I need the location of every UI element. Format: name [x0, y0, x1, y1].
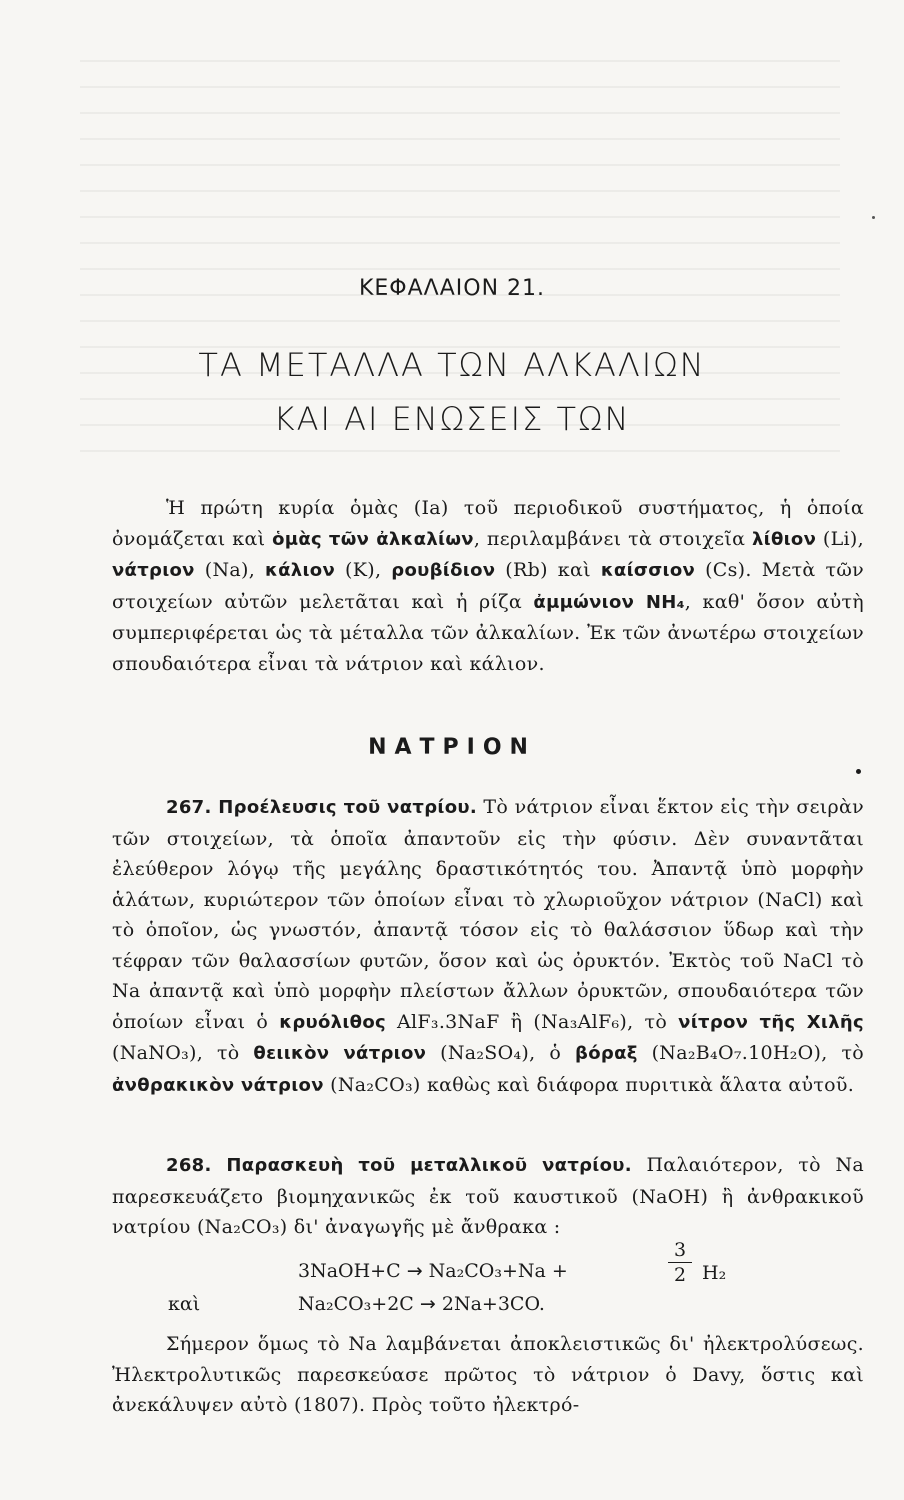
speck: [856, 769, 861, 774]
section-267-heading: 267. Προέλευσις τοῦ νατρίου.: [166, 797, 477, 818]
equation-1: 3NaOH+C → Na₂CO₃+Na +: [298, 1260, 568, 1282]
speck: [872, 216, 875, 219]
section-title: ΝΑΤΡΙΟΝ: [368, 735, 536, 760]
chapter-title-line1: ΤΑ ΜΕΤΑΛΛΑ ΤΩΝ ΑΛΚΑΛΙΩΝ: [198, 346, 706, 384]
final-paragraph: Σήμερον ὅμως τὸ Na λαμβάνεται ἀποκλειστικῶς δι' ἠλεκτρολύσεως. Ἠλεκτρολυτικῶς παρεσκεύασε πρῶτος τὸ νάτριον ὁ Davy, ὅστις καὶ ἀνεκάλυψεν αὐτὸ (1807). Πρὸς τοῦτο ἠλεκτρό-: [112, 1333, 864, 1416]
conjunction: καὶ: [168, 1293, 201, 1315]
section-268-heading: 268. Παρασκευὴ τοῦ μεταλλικοῦ νατρίου.: [166, 1155, 632, 1176]
paragraph-268: 268. Παρασκευὴ τοῦ μεταλλικοῦ νατρίου. Παλαιότερον, τὸ Na παρεσκευάζετο βιομηχανικῶς ἐκ τοῦ καυστικοῦ (NaOH) ἢ ἀνθρακικοῦ νατρίου (Na₂CO₃) δι' ἀναγωγῆς μὲ ἄνθρακα :: [112, 1154, 864, 1238]
chapter-title-line2: ΚΑΙ ΑΙ ΕΝΩΣΕΙΣ ΤΩΝ: [273, 400, 631, 438]
chapter-number: ΚΕΦΑΛΑΙΟΝ 21.: [358, 276, 546, 301]
hydrogen-term: H₂: [702, 1262, 727, 1284]
intro-paragraph: Ἡ πρώτη κυρία ὁμὰς (Ia) τοῦ περιοδικοῦ συστήματος, ἡ ὁποία ὀνομάζεται καὶ ὁμὰς τῶν ἀλκαλίων, περιλαμβάνει τὰ στοιχεῖα λίθιον (Li), νάτριον (Na), κάλιον (K), ρουβίδιον (Rb) καὶ καίσσιον (Cs). Μετὰ τῶν στοιχείων αὐτῶν μελετᾶται καὶ ἡ ρίζα ἀμμώνιον ΝΗ₄, καθ' ὅσον αὐτὴ συμπεριφέρεται ὡς τὰ μέταλλα τῶν ἀλκαλίων. Ἐκ τῶν ἀνωτέρω στοιχείων σπουδαιότερα εἶναι τὰ νάτριον καὶ κάλιον.: [112, 497, 864, 675]
paragraph-267: 267. Προέλευσις τοῦ νατρίου. Τὸ νάτριον εἶναι ἕκτον εἰς τὴν σειρὰν τῶν στοιχείων, τὰ ὁποῖα ἀπαντοῦν εἰς τὴν φύσιν. Δὲν συναντᾶται ἐλεύθερον λόγῳ τῆς μεγάλης δραστικότητός του. Ἀπαντᾷ ὑπὸ μορφὴν ἁλάτων, κυριώτερον τῶν ὁποίων εἶναι τὸ χλωριοῦχον νάτριον (NaCl) καὶ τὸ ὁποῖον, ὡς γνωστόν, ἀπαντᾷ τόσον εἰς τὸ θαλάσσιον ὕδωρ καὶ τὴν τέφραν τῶν θαλασσίων φυτῶν, ὅσον καὶ ὡς ὀρυκτόν. Ἐκτὸς τοῦ NaCl τὸ Na ἀπαντᾷ καὶ ὑπὸ μορφὴν πλείστων ἄλλων ὀρυκτῶν, σπουδαιότερα τῶν ὁποίων εἶναι ὁ κρυόλιθος AlF₃.3NaF ἢ (Na₃AlF₆), τὸ νίτρον τῆς Χιλῆς (NaNO₃), τὸ θειικὸν νάτριον (Na₂SO₄), ὁ βόραξ (Na₂B₄O₇.10H₂O), τὸ ἀνθρακικὸν νάτριον (Na₂CO₃) καθὼς καὶ διάφορα πυριτικὰ ἅλατα αὐτοῦ.: [112, 796, 865, 1096]
fraction-three-halves: $\frac{3}{2}$: [668, 1238, 692, 1287]
arrow: →: [406, 1260, 423, 1282]
equation-2: Na₂CO₃+2C → 2Na+3CO.: [298, 1293, 545, 1315]
arrow: →: [419, 1293, 436, 1315]
